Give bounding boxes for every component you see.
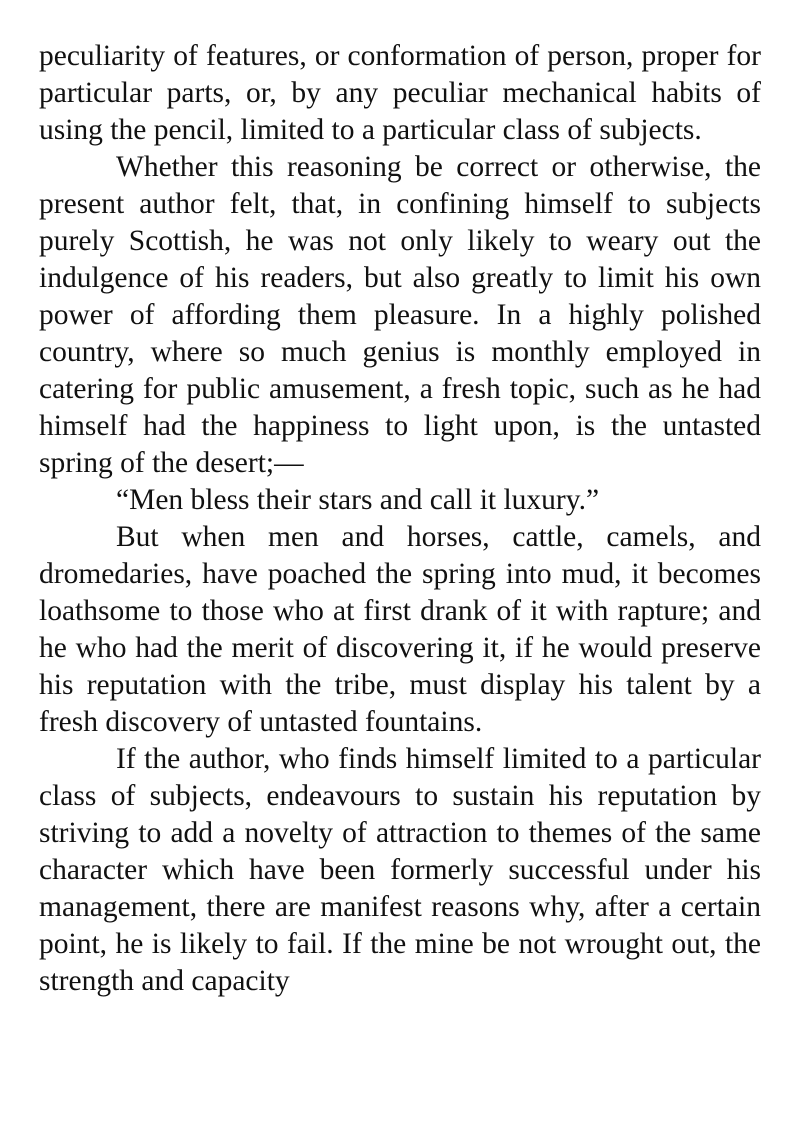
page-body [39, 38, 761, 1000]
quotation-line: “Men bless their stars and call it luxury.” [116, 484, 600, 516]
paragraph-reasoning: Whether this reasoning be correct or otherwise, the present author felt, that, in confining himself to subjects purely Scottish, he was not only likely to weary out the indulgence of his readers, but also greatly to limit his own power of affording them pleasure. In a highly polished country, where so much genius is monthly employed in catering for public amusement, a fresh topic, such as he had himself had the happiness to light upon, is the untasted spring of the desert;— [39, 151, 761, 479]
paragraph-spring: But when men and horses, cattle, camels, and dromedaries, have poached the spring into mud, it becomes loathsome to those who at first drank of it with rapture; and he who had the merit of discovering it, if he would preserve his reputation with the tribe, must display his talent by a fresh discovery of untasted fountains. [39, 521, 761, 738]
paragraph-author-limits: If the author, who finds himself limited to a particular class of subjects, endeavours to sustain his reputation by striving to add a novelty of attraction to themes of the same character which have been formerly successful under his management, there are manifest reasons why, after a certain point, he is likely to fail. If the mine be not wrought out, the strength and capacity [39, 743, 761, 997]
paragraph-continuation: peculiarity of features, or conformation of person, proper for particular parts, or, by any peculiar mechanical habits of using the pencil, limited to a particular class of subjects. [39, 40, 761, 146]
